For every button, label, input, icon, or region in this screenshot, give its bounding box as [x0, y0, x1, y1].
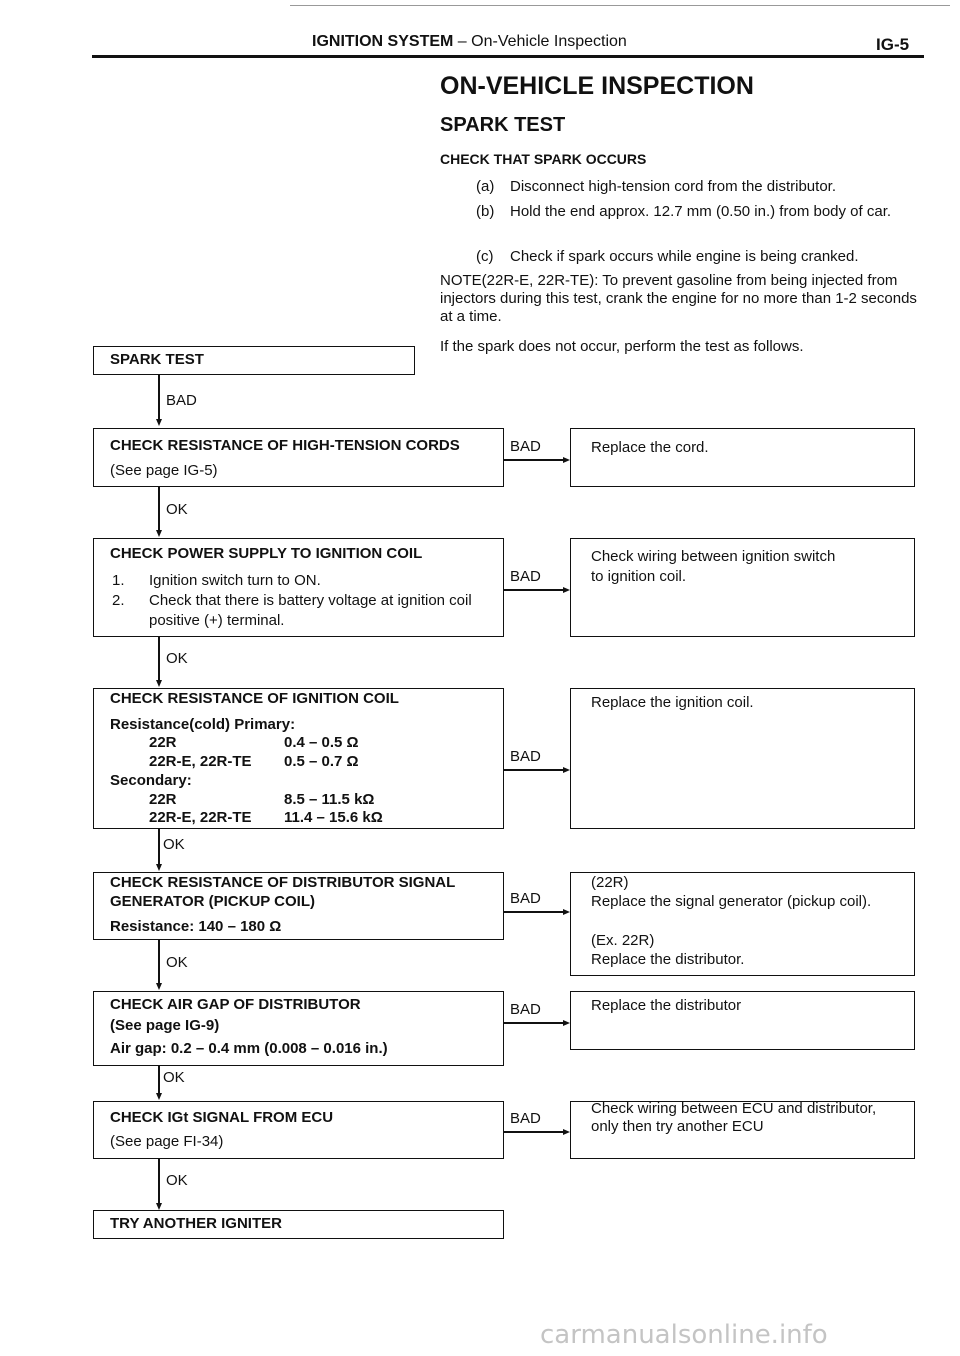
item-num: 2.	[112, 592, 125, 609]
arrow-down-icon	[156, 1093, 162, 1100]
fix-text: Replace the ignition coil.	[591, 694, 754, 711]
try-another-igniter-box	[93, 1210, 504, 1239]
connector	[158, 487, 160, 531]
ok-label: OK	[163, 1069, 185, 1086]
fix-text: Replace the cord.	[591, 439, 709, 456]
connector	[158, 829, 160, 865]
step-label: (a)	[476, 178, 495, 195]
step-text: Check if spark occurs while engine is being cranked.	[510, 248, 859, 265]
step-a	[476, 177, 926, 197]
ok-label: OK	[166, 650, 188, 667]
connector	[158, 375, 160, 420]
model-tag: (22R)	[591, 874, 629, 891]
step-text: Hold the end approx. 12.7 mm (0.50 in.) from body of car.	[510, 203, 892, 220]
check-power-supply-box	[93, 538, 504, 637]
resistance-spec: Resistance: 140 – 180 Ω	[110, 918, 282, 935]
arrow-down-icon	[156, 680, 162, 687]
connector	[158, 1159, 160, 1204]
fix-signal-generator-box	[570, 872, 915, 976]
fix-replace-cord-box	[570, 428, 915, 487]
header-subtitle: On-Vehicle Inspection	[471, 33, 627, 50]
ok-label: OK	[166, 501, 188, 518]
note-text: NOTE(22R-E, 22R-TE): To prevent gasoline from being injected from injectors during this test, crank the engine for no more than 1-2 seconds at a time.	[440, 272, 917, 325]
fix-text: Check wiring between ECU and distributor, only then try another ECU	[591, 1100, 877, 1135]
connector	[504, 769, 564, 771]
check-title: CHECK AIR GAP OF DISTRIBUTOR	[110, 996, 361, 1013]
fix-text: Replace the signal generator (pickup coil).	[591, 893, 872, 910]
bad-label: BAD	[510, 568, 541, 585]
resistance-model: 22R-E, 22R-TE	[149, 809, 252, 826]
step-c	[476, 247, 926, 267]
fix-text: Replace the distributor	[591, 997, 742, 1014]
item-text: Ignition switch turn to ON.	[149, 572, 321, 589]
followup-text: If the spark does not occur, perform the test as follows.	[440, 338, 804, 355]
connector	[504, 589, 564, 591]
fix-text: Check wiring between ignition switch to ignition coil.	[591, 548, 836, 585]
check-title: CHECK RESISTANCE OF DISTRIBUTOR SIGNAL GENERATOR (PICKUP COIL)	[110, 874, 456, 910]
header-separator: –	[457, 33, 467, 50]
arrow-down-icon	[156, 530, 162, 537]
resistance-value: 0.4 – 0.5 Ω	[284, 734, 359, 751]
arrow-right-icon	[563, 767, 570, 773]
arrow-right-icon	[563, 1129, 570, 1135]
subsection-title: CHECK THAT SPARK OCCURS	[440, 151, 647, 167]
check-title: CHECK RESISTANCE OF HIGH-TENSION CORDS	[110, 437, 460, 454]
check-ref: (See page IG-9)	[110, 1017, 220, 1034]
bad-label: BAD	[510, 1110, 541, 1127]
arrow-right-icon	[563, 1020, 570, 1026]
check-hightension-box	[93, 428, 504, 487]
fix-replace-distributor-box	[570, 991, 915, 1050]
header-divider	[92, 55, 924, 58]
resistance-value: 11.4 – 15.6 kΩ	[284, 809, 383, 826]
step-text: Disconnect high-tension cord from the distributor.	[510, 178, 836, 195]
primary-label: Resistance(cold) Primary:	[110, 716, 296, 733]
fix-wiring-switch-box	[570, 538, 915, 637]
fix-replace-coil-box	[570, 688, 915, 829]
arrow-down-icon	[156, 983, 162, 990]
fix-wiring-ecu-box	[570, 1101, 915, 1159]
bad-label: BAD	[510, 890, 541, 907]
resistance-value: 8.5 – 11.5 kΩ	[284, 791, 375, 808]
bad-label: BAD	[510, 438, 541, 455]
connector	[158, 1066, 160, 1094]
resistance-model: 22R-E, 22R-TE	[149, 753, 252, 770]
ok-label: OK	[166, 1172, 188, 1189]
page-title: ON-VEHICLE INSPECTION	[440, 72, 754, 100]
check-ref: (See page FI-34)	[110, 1133, 224, 1150]
resistance-value: 0.5 – 0.7 Ω	[284, 753, 359, 770]
check-signal-generator-box	[93, 872, 504, 940]
air-gap-spec: Air gap: 0.2 – 0.4 mm (0.008 – 0.016 in.)	[110, 1040, 388, 1057]
arrow-right-icon	[563, 587, 570, 593]
bad-label: BAD	[166, 392, 197, 409]
check-title: CHECK IGt SIGNAL FROM ECU	[110, 1109, 334, 1126]
arrow-down-icon	[156, 864, 162, 871]
check-igt-signal-box	[93, 1101, 504, 1159]
resistance-model: 22R	[149, 791, 177, 808]
step-label: (c)	[476, 248, 494, 265]
bad-label: BAD	[510, 748, 541, 765]
secondary-label: Secondary:	[110, 772, 192, 789]
page-header	[312, 33, 627, 51]
resistance-model: 22R	[149, 734, 177, 751]
section-title: SPARK TEST	[440, 114, 566, 136]
fix-text: Replace the distributor.	[591, 951, 745, 968]
check-ignition-coil-box	[93, 688, 504, 829]
connector	[504, 1131, 564, 1133]
spark-test-box	[93, 346, 415, 375]
step-label: (b)	[476, 203, 495, 220]
model-tag: (Ex. 22R)	[591, 932, 655, 949]
connector	[504, 1022, 564, 1024]
connector	[504, 911, 564, 913]
page-number: IG-5	[876, 35, 910, 54]
bad-label: BAD	[510, 1001, 541, 1018]
connector	[504, 459, 564, 461]
arrow-right-icon	[563, 457, 570, 463]
top-rule	[290, 5, 950, 6]
arrow-down-icon	[156, 419, 162, 426]
arrow-right-icon	[563, 909, 570, 915]
step-b	[476, 202, 926, 242]
watermark: carmanualsonline.info	[540, 1320, 828, 1350]
item-num: 1.	[112, 572, 125, 589]
spark-test-label: SPARK TEST	[110, 351, 204, 368]
header-system: IGNITION SYSTEM	[312, 33, 454, 50]
arrow-down-icon	[156, 1203, 162, 1210]
connector	[158, 940, 160, 984]
connector	[158, 637, 160, 681]
item-text: Check that there is battery voltage at ignition coil positive (+) terminal.	[149, 592, 472, 629]
final-label: TRY ANOTHER IGNITER	[110, 1215, 282, 1232]
check-ref: (See page IG-5)	[110, 462, 218, 479]
check-title: CHECK POWER SUPPLY TO IGNITION COIL	[110, 545, 423, 562]
ok-label: OK	[166, 954, 188, 971]
ok-label: OK	[163, 836, 185, 853]
check-air-gap-box	[93, 991, 504, 1066]
check-title: CHECK RESISTANCE OF IGNITION COIL	[110, 690, 399, 707]
